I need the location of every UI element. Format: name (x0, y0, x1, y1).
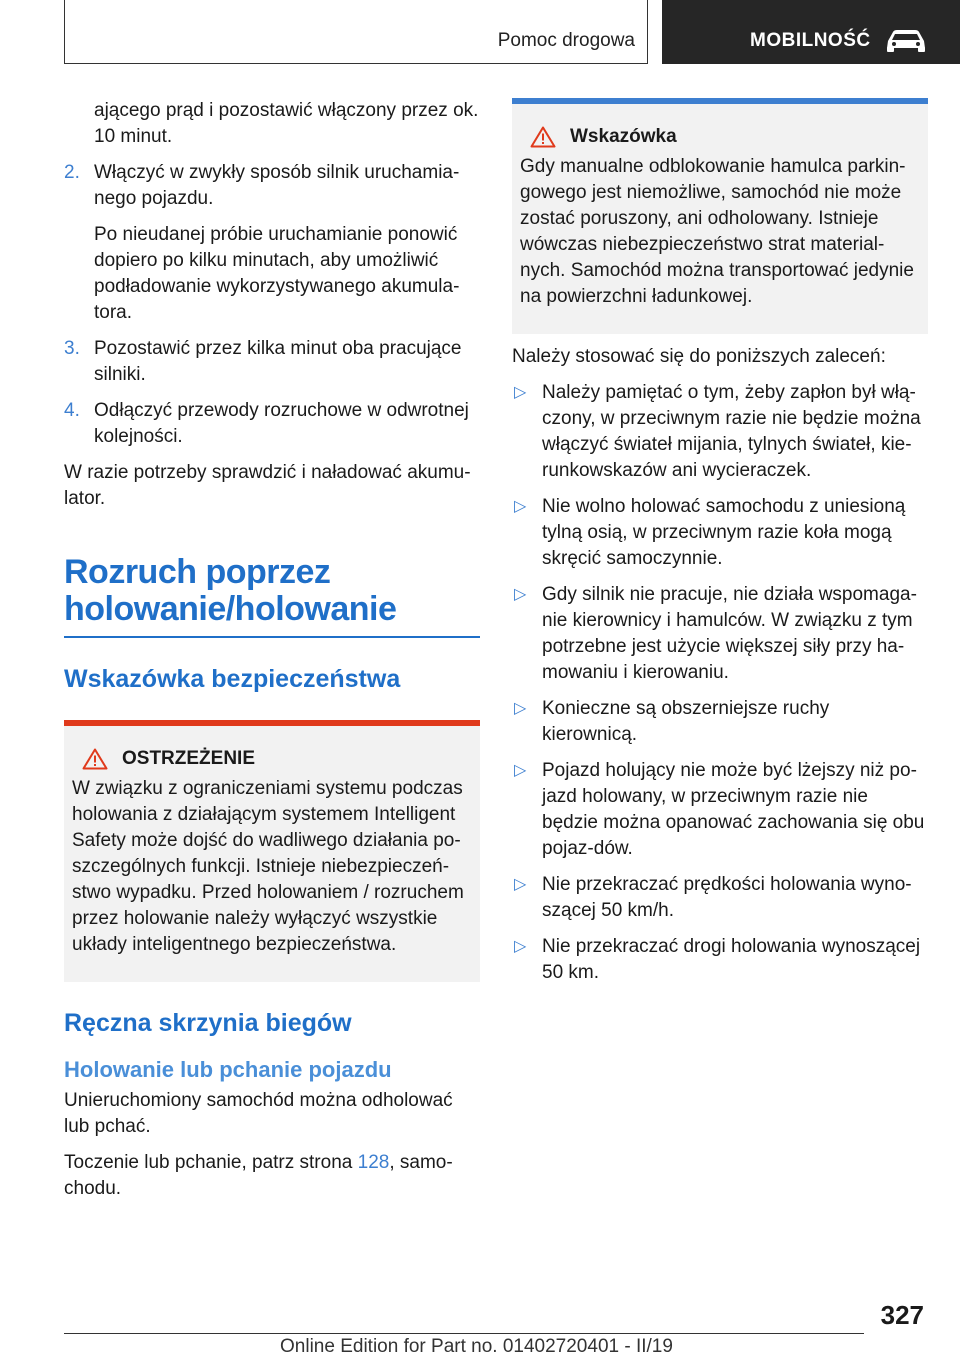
list-item-text: Nie przekraczać drogi holowania wynoszącej 50 km. (542, 936, 921, 983)
paragraph-towing: Unieruchomiony samochód można odholować lub pchać. (64, 1089, 453, 1137)
list-item (512, 758, 928, 862)
list-item (512, 380, 928, 484)
right-column (512, 98, 928, 996)
triangle-bullet-icon: ▷ (514, 700, 527, 717)
list-item-text: Należy pamiętać o tym, żeby zapłon był włą-czony, w przeciwnym razie nie będzie można włączyć świateł mijania, tylnych świateł, kie-runkowskazów ani wycieraczek. (542, 382, 921, 481)
reference-text-after: , samo-chodu. (64, 1151, 453, 1199)
warning-triangle-icon (82, 748, 108, 770)
footer-divider (64, 1333, 864, 1334)
header-chapter-title: MOBILNOŚĆ (750, 30, 871, 51)
step-extra-text: Po nieudanej próbie uruchamianie ponowić dopiero po kilku minutach, aby umożliwić podładowanie wykorzystywanego akumula-tora. (94, 224, 460, 323)
warning-box (64, 720, 480, 982)
section-heading: Rozruch poprzez holowanie/holowanie (64, 553, 397, 628)
step-text: Włączyć w zwykły sposób silnik uruchamia-nego pojazdu. (94, 162, 460, 209)
list-item (512, 872, 928, 924)
triangle-bullet-icon: ▷ (514, 384, 527, 401)
car-icon (884, 26, 928, 54)
list-item-text: Gdy silnik nie pracuje, nie działa wspomaga-nie kierownicy i hamulców. W związku z tym potrzebne jest użycie większej siły przy ha-mowaniu i kierowaniu. (542, 584, 917, 683)
header-section-frame (64, 0, 648, 64)
triangle-bullet-icon: ▷ (514, 876, 527, 893)
recommendations-intro: Należy stosować się do poniższych zaleceń: (512, 346, 886, 367)
triangle-bullet-icon: ▷ (514, 586, 527, 603)
list-item-text: Nie przekraczać prędkości holowania wyno-szącej 50 km/h. (542, 874, 912, 921)
list-item-text: Konieczne są obszerniejsze ruchy kierownicą. (542, 698, 830, 745)
page-number: 327 (880, 1300, 924, 1330)
list-item (512, 494, 928, 572)
triangle-bullet-icon: ▷ (514, 762, 527, 779)
triangle-bullet-icon: ▷ (514, 938, 527, 955)
list-item (512, 934, 928, 986)
warning-title: OSTRZEŻENIE (122, 747, 256, 769)
step-item (64, 398, 480, 450)
step-item (64, 160, 480, 326)
step-number: 2. (64, 162, 80, 183)
step-text: Pozostawić przez kilka minut oba pracujące silniki. (94, 338, 462, 385)
topic-heading-towing: Holowanie lub pchanie pojazdu (64, 1056, 392, 1082)
step-number: 4. (64, 400, 80, 421)
note-box (512, 98, 928, 334)
reference-text-before: Toczenie lub pchanie, patrz strona (64, 1151, 358, 1173)
paragraph-reference (64, 1150, 480, 1202)
triangle-bullet-icon: ▷ (514, 498, 527, 515)
header-chapter-tab (662, 0, 960, 64)
paragraph-battery: W razie potrzeby sprawdzić i naładować akumu-lator. (64, 462, 471, 509)
list-item-text: Pojazd holujący nie może być lżejszy niż po-jazd holowany, w przeciwnym razie nie będzie można opanować zachowania się obu pojaz-dów. (542, 760, 925, 859)
note-text: Gdy manualne odblokowanie hamulca parkin-gowego jest niemożliwe, samochód nie może zostać poruszony, ani odholowany. Istnieje wówczas niebezpieczeństwo strat material-nych. Samochód można transportować jedynie na powierzchni ładunkowej. (520, 156, 914, 307)
note-title: Wskazówka (570, 126, 677, 147)
list-item (512, 582, 928, 686)
left-column (64, 98, 480, 1202)
list-item-text: Nie wolno holować samochodu z uniesioną tylną osią, w przeciwnym razie koła mogą skręcić samoczynnie. (542, 496, 906, 569)
step-number: 3. (64, 338, 80, 359)
step-item (64, 336, 480, 388)
warning-text: W związku z ograniczeniami systemu podczas holowania z działającym systemem Intelligent Safety może dojść do wadliwego działania po-szczególnych funkcji. Istnieje niebezpieczeń-stwo wypadku. Przed holowaniem / rozruchem przez holowanie należy wyłączyć wszystkie układy inteligentnego bezpieczeństwa. (72, 777, 464, 955)
continued-step-text: ającego prąd i pozostawić włączony przez ok. 10 minut. (94, 100, 479, 147)
heading-divider (64, 636, 480, 638)
list-item (512, 696, 928, 748)
warning-triangle-icon (530, 126, 556, 148)
header-section-title: Pomoc drogowa (497, 30, 635, 51)
footer-edition: Online Edition for Part no. 01402720401 - II/19 (280, 1336, 673, 1357)
page-reference-link[interactable]: 128 (357, 1151, 390, 1173)
subsection-heading-safety: Wskazówka bezpieczeństwa (64, 664, 401, 693)
step-text: Odłączyć przewody rozruchowe w odwrotnej kolejności. (94, 400, 469, 447)
subsection-heading-gearbox: Ręczna skrzynia biegów (64, 1008, 352, 1037)
